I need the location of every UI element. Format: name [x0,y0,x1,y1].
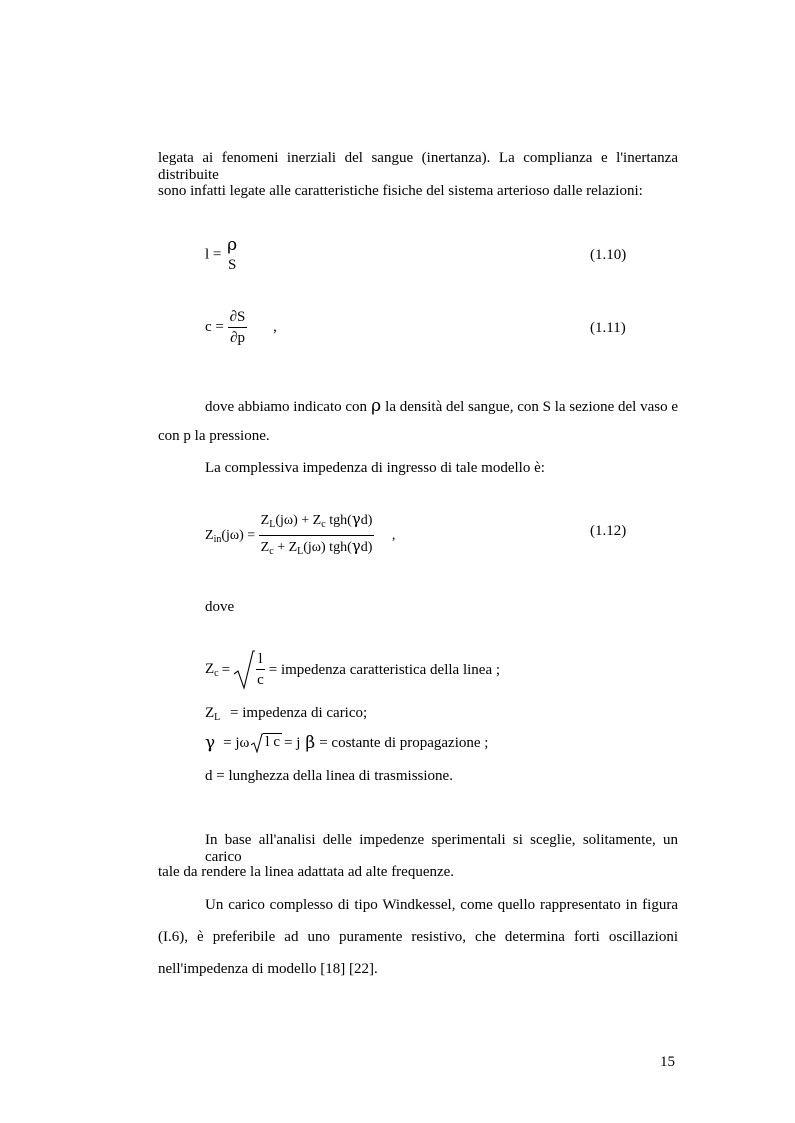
definition-text: = impedenza di carico; [230,705,368,721]
text-segment: = j [284,734,301,751]
text-line: dove [205,599,235,615]
text-line: tale da rendere la linea adattata ad alte frequenze. [158,864,455,880]
equation-number: (1.10) [590,247,627,263]
eq-equals: = [212,246,222,263]
text-line [205,396,678,416]
eq-equals: = [215,318,224,335]
eq-trail: , [273,318,277,335]
text-line: (I.6), è preferibile ad uno puramente resistivo, che determina forti oscillazioni [158,929,678,945]
equation-1-12 [205,510,395,561]
equation-number: (1.12) [590,523,627,539]
text-line: nell'impedenza di modello [18] [22]. [158,961,378,977]
gamma-symbol: γ [205,733,216,753]
denominator: $Z_c + Z_L(j\omega)$ tgh(γd) [260,537,373,557]
definition-zc [205,650,500,690]
text-segment: dove abbiamo indicato con [205,399,368,415]
fraction [259,510,375,561]
numerator: ∂S [228,308,248,328]
denominator: ∂p [230,330,245,346]
eq-lhs: $Z_{in}(j\omega)$ = [205,527,256,545]
eq-lhs: c [205,318,212,335]
definition-d: d = lunghezza della linea di trasmissione. [205,768,453,784]
eq-lhs: l [205,246,210,263]
text-line: In base all'analisi delle impedenze sperimentali si sceglie, solitamente, un carico [205,832,678,865]
text-segment: la densità del sangue, con S la sezione del vaso e [385,399,678,415]
radical-sign [233,650,255,690]
text-line: sono infatti legate alle caratteristiche fisiche del sistema arterioso dalle relazioni: [158,183,643,199]
sqrt-radical [233,650,266,690]
radicand: l c [263,733,282,753]
text-line: Un carico complesso di tipo Windkessel, come quello rappresentato in figura [205,897,678,913]
equation-1-10 [205,236,239,274]
denominator: S [227,257,237,273]
definition-text: = costante di propagazione ; [319,734,489,751]
definition-gamma [205,733,488,753]
text-line: con p la pressione. [158,428,270,444]
radical-sign [251,733,263,753]
rho-symbol: ρ [371,396,382,416]
definition-text: = impedenza caratteristica della linea ; [268,661,501,678]
fraction [255,650,266,690]
numerator: l [256,650,264,670]
symbol-zc: $Z_c$ [205,661,219,679]
text-segment: = jω [223,734,250,751]
symbol-zl: $Z_L$ [205,705,221,723]
equation-1-11 [205,308,277,347]
sqrt-radical [251,733,282,753]
fraction [225,236,239,274]
beta-symbol: β [305,733,316,753]
text-line: legata ai fenomeni inerziali del sangue (inertanza). La complianza e l'inertanza distribuite [158,150,678,183]
eq-trail: , [391,527,396,543]
numerator: ρ [227,235,238,255]
denominator: c [257,672,264,688]
page-number: 15 [660,1054,675,1070]
text-line: La complessiva impedenza di ingresso di tale modello è: [205,460,545,476]
fraction [228,308,248,347]
equation-number: (1.11) [590,320,626,336]
numerator: $Z_L(j\omega) + Z_c$ tgh(γd) [259,510,375,536]
eq-equals: = [221,661,231,678]
definition-zl [205,705,367,723]
